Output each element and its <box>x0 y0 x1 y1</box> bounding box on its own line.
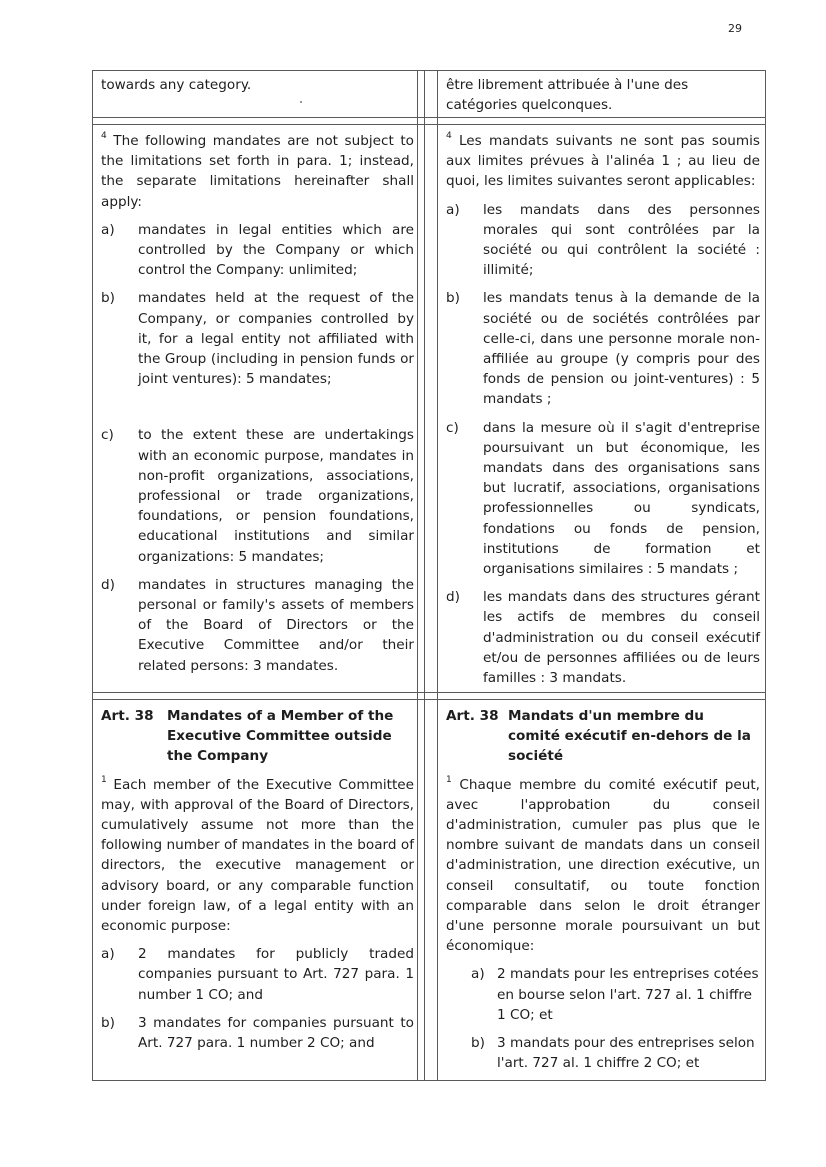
row-divider-2 <box>92 124 766 125</box>
list-letter: c) <box>446 419 459 436</box>
top-row-en-text: towards any category. <box>101 77 252 93</box>
list-item <box>446 418 760 580</box>
list-letter: a) <box>471 966 485 983</box>
list-letter: d) <box>446 589 460 606</box>
art38-en <box>101 706 414 1053</box>
list-item <box>101 425 414 566</box>
list-letter: c) <box>101 427 114 444</box>
list-text: to the extent these are undertakings with an economic purpose, mandates in non-profit organizations, associations, professional or trade organizations, foundations, or pension foundations, educational institutions and similar organizations: 5 mandates; <box>138 427 414 565</box>
art38-fr <box>446 706 760 1073</box>
list-text: mandates in legal entities which are controlled by the Company or which control the Company: unlimited; <box>138 221 414 279</box>
top-row-en <box>101 75 413 95</box>
list-text: 3 mandats pour des entreprises selon l'art. 727 al. 1 chiffre 2 CO; et <box>497 1035 755 1072</box>
list-item <box>446 288 760 409</box>
art38-en-para-number: 1 <box>101 775 107 786</box>
para4-fr-number: 4 <box>446 131 452 142</box>
list-item <box>446 587 760 688</box>
list-item <box>471 964 760 1025</box>
page-number: 29 <box>728 22 742 35</box>
list-letter: b) <box>101 1014 115 1031</box>
table-border-top <box>92 70 766 71</box>
art38-en-intro: $^1$ Each member of the Executive Committee may, with approval of the Board of Directors, cumulatively assume not more than the following number of mandates in the board of directors, the executive management or advisory board, or any comparable function under foreign law, of a legal entity with an economic purpose: <box>101 775 415 935</box>
list-letter: d) <box>101 576 115 593</box>
list-letter: b) <box>446 290 460 307</box>
list-letter: a) <box>446 201 460 218</box>
list-item <box>101 288 414 389</box>
list-text: 2 mandats pour les entreprises cotées en bourse selon l'art. 727 al. 1 chiffre 1 CO; et <box>497 966 759 1023</box>
top-row-fr-text: être librement attribuée à l'une des catégories quelconques. <box>446 77 689 114</box>
list-item <box>101 575 414 676</box>
para4-fr <box>446 131 760 688</box>
column-divider-fr-left <box>437 70 438 1080</box>
list-text: mandates held at the request of the Company, or companies controlled by it, for a legal entity not affiliated with the Group (including in pension funds or joint ventures): 5 mandates; <box>138 290 414 388</box>
para4-en <box>101 131 414 676</box>
list-text: mandates in structures managing the personal or family's assets of members of the Board of Directors or the Executive Committee and/or their related persons: 3 mandates. <box>138 576 414 674</box>
table-border-bottom <box>92 1080 766 1081</box>
row-divider-3 <box>92 692 766 693</box>
article-title: Mandats d'un membre du comité exécutif en-dehors de la société <box>508 708 751 765</box>
article-heading-fr <box>446 706 760 767</box>
list-letter: a) <box>101 221 115 238</box>
art38-fr-intro: $^1$ Chaque membre du comité exécutif peut, avec l'approbation du conseil d'administration, cumuler pas plus que le nombre suivant de mandats dans un conseil d'administration, une direction exécutive, un conseil consultatif, ou toute fonction comparable dans selon le droit étranger d'une personne morale poursuivant un but économique: <box>446 775 760 955</box>
para4-fr-intro: $^4$ Les mandats suivants ne sont pas soumis aux limites prévues à l'alinéa 1 ; au lieu de quoi, les limites suivantes seront applicables: <box>446 131 761 190</box>
list-letter: a) <box>101 946 115 963</box>
article-heading-en <box>101 706 414 767</box>
row-divider-1 <box>92 117 766 118</box>
list-letter: b) <box>471 1035 485 1052</box>
article-title: Mandates of a Member of the Executive Committee outside the Company <box>167 708 394 765</box>
table-border-right <box>765 70 766 1080</box>
row-divider-4 <box>92 699 766 700</box>
list-letter: b) <box>101 290 115 307</box>
list-text: les mandats dans des personnes morales qui sont contrôlées par la société ou qui contrôlent la société : illimité; <box>483 201 760 279</box>
list-text: les mandats dans des structures gérant les actifs de membres du conseil d'administration ou du conseil exécutif et/ou de personnes affiliées ou de leurs familles : 3 mandats. <box>483 589 760 687</box>
article-number: Art. 38 <box>446 708 499 724</box>
column-divider-left <box>417 70 418 1080</box>
top-row-fr <box>446 75 760 115</box>
scan-speck <box>300 101 302 103</box>
list-item <box>446 200 760 281</box>
list-item <box>101 220 414 281</box>
para4-en-number: 4 <box>101 131 107 142</box>
para4-en-intro: $^4$ The following mandates are not subject to the limitations set forth in para. 1; instead, the separate limitations hereinafter shall apply: <box>101 131 414 210</box>
list-text: dans la mesure où il s'agit d'entreprise poursuivant un but économique, les mandats dans des organisations sans but lucratif, associations, organisations professionnelles ou syndicats, fondations ou fonds de pension, institutions de formation et organisations similaires : 5 mandats ; <box>483 419 760 578</box>
list-item <box>471 1033 760 1073</box>
table-border-left <box>92 70 93 1080</box>
art38-fr-para-number: 1 <box>446 775 452 786</box>
column-divider-right <box>424 70 425 1080</box>
list-text: 2 mandates for publicly traded companies pursuant to Art. 727 para. 1 number 1 CO; and <box>138 946 414 1003</box>
list-item <box>101 1013 414 1053</box>
article-number: Art. 38 <box>101 708 154 724</box>
list-text: 3 mandates for companies pursuant to Art. 727 para. 1 number 2 CO; and <box>138 1014 414 1052</box>
list-item <box>101 944 414 1005</box>
list-text: les mandats tenus à la demande de la société ou de sociétés contrôlées par celle-ci, dans une personne morale non-affiliée au groupe (y compris pour des fonds de pension ou joint-ventures) : 5 mandats ; <box>483 290 760 408</box>
